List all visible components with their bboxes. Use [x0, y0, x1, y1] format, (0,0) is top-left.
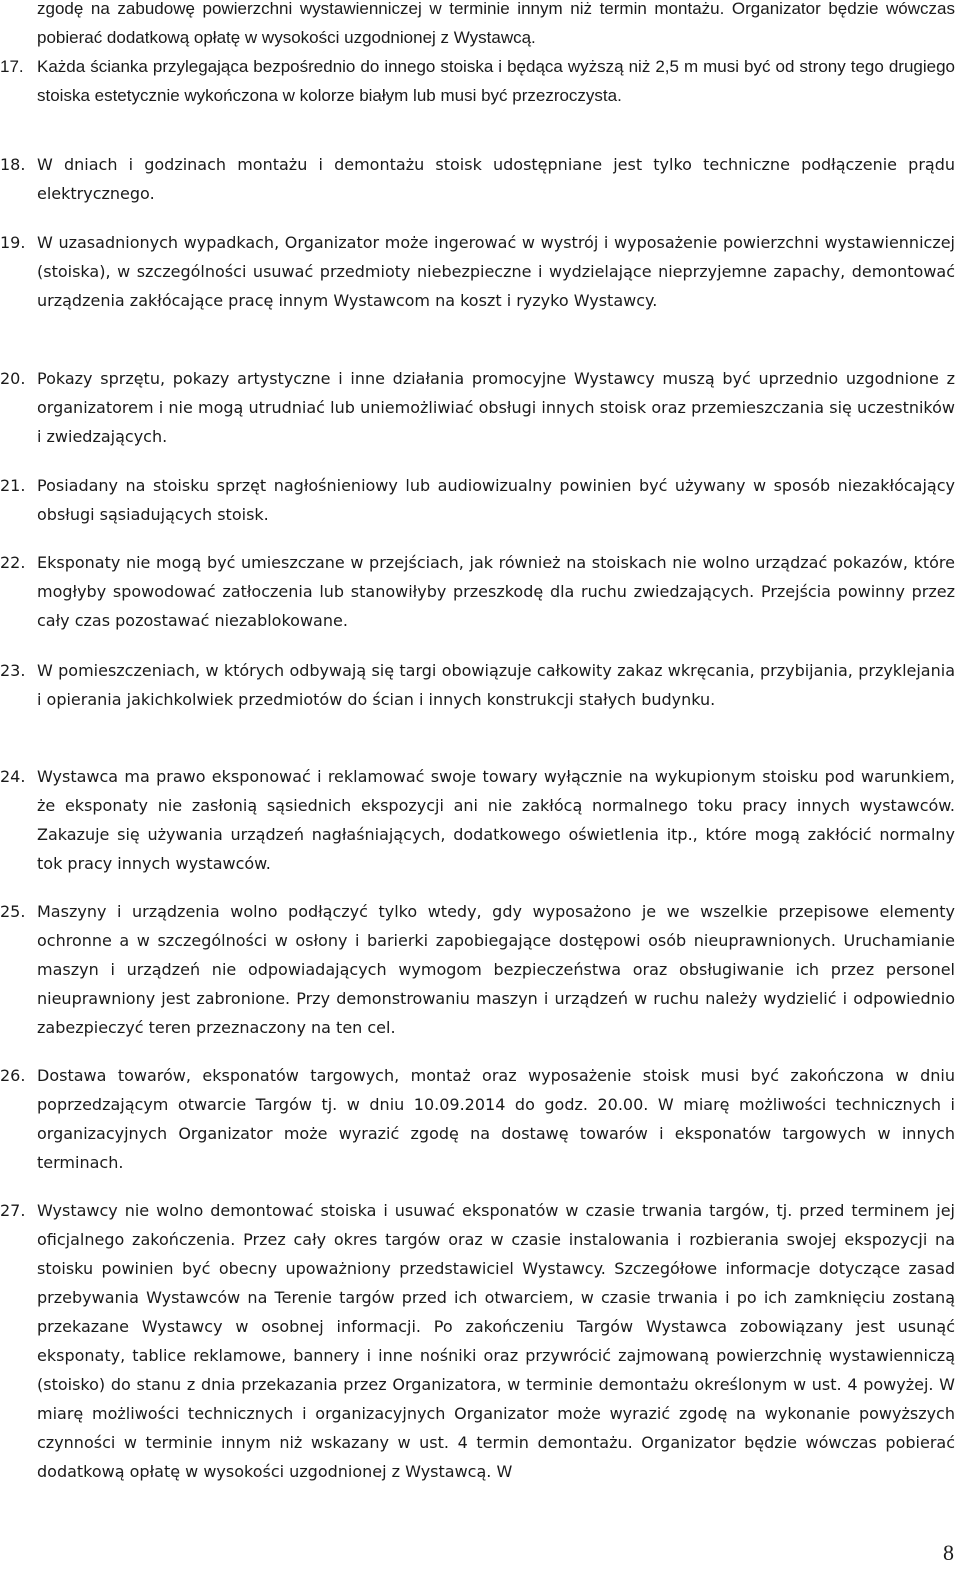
item-number: 26. [0, 1066, 26, 1085]
item-number: 23. [0, 661, 26, 680]
item-number: 25. [0, 902, 26, 921]
list-item [0, 762, 955, 878]
item-text: Posiadany na stoisku sprzęt nagłośnieniowy lub audiowizualny powinien być używany w sposób niezakłócający obsługi sąsiadujących stoisk. [37, 476, 955, 524]
item-text: Każda ścianka przylegająca bezpośrednio do innego stoiska i będąca wyższą niż 2,5 m musi być od strony tego drugiego stoiska estetycznie wykończona w kolorze białym lub musi być przezroczysta. [37, 57, 955, 105]
item-text: Dostawa towarów, eksponatów targowych, montaż oraz wyposażenie stoisk musi być zakończona w dniu poprzedzającym otwarcie Targów tj. w dniu 10.09.2014 do godz. 20.00. W miarę możliwości technicznych i organizacyjnych Organizator może wyrazić zgodę na dostawę towarów i eksponatów targowych w innych terminach. [37, 1066, 955, 1172]
item-text: Pokazy sprzętu, pokazy artystyczne i inne działania promocyjne Wystawcy muszą być uprzednio uzgodnione z organizatorem i nie mogą utrudniać lub uniemożliwiać obsługi innych stoisk oraz przemieszczania się uczestników i zwiedzających. [37, 369, 955, 446]
item-number: 21. [0, 476, 26, 495]
list-item [0, 897, 955, 1042]
intro-paragraph: zgodę na zabudowę powierzchni wystawienniczej w terminie innym niż termin montażu. Organizator będzie wówczas pobierać dodatkową opłatę w wysokości uzgodnionej z Wystawcą. [37, 0, 955, 47]
list-item [0, 471, 955, 529]
list-item [0, 150, 955, 208]
list-item [0, 364, 955, 451]
item-number: 27. [0, 1201, 26, 1220]
item-number: 18. [0, 155, 26, 174]
list-item [0, 656, 955, 714]
item-text: Wystawcy nie wolno demontować stoiska i usuwać eksponatów w czasie trwania targów, tj. przed terminem jej oficjalnego zakończenia. Przez cały okres targów oraz w czasie instalowania i rozbierania swojej ekspozycji na stoisku powinien być obecny upoważniony przedstawiciel Wystawcy. Szczegółowe informacje dotyczące zasad przebywania Wystawców na Terenie targów przed ich otwarciem, w czasie trwania i po ich zamknięciu zostaną przekazane Wystawcy w osobnej informacji. Po zakończeniu Targów Wystawca zobowiązany jest usunąć eksponaty, tablice reklamowe, bannery i inne nośniki oraz przywrócić zajmowaną powierzchnię wystawienniczą (stoisko) do stanu z dnia przekazania przez Organizatora, w terminie demontażu określonym w ust. 4 powyżej. W miarę możliwości technicznych i organizacyjnych Organizator może wyrazić zgodę na wykonanie powyższych czynności w terminie innym niż wskazany w ust. 4 termin demontażu. Organizator będzie wówczas pobierać dodatkową opłatę w wysokości uzgodnionej z Wystawcą. W [37, 1201, 955, 1481]
item-text: W dniach i godzinach montażu i demontażu stoisk udostępniane jest tylko techniczne podłączenie prądu elektrycznego. [37, 155, 955, 203]
list-item [0, 548, 955, 635]
item-text: W pomieszczeniach, w których odbywają się targi obowiązuje całkowity zakaz wkręcania, przybijania, przyklejania i opierania jakichkolwiek przedmiotów do ścian i innych konstrukcji stałych budynku. [37, 661, 955, 709]
item-number: 24. [0, 767, 26, 786]
item-text: Wystawca ma prawo eksponować i reklamować swoje towary wyłącznie na wykupionym stoisku pod warunkiem, że eksponaty nie zasłonią sąsiednich ekspozycji ani nie zakłócą normalnego toku pracy innych wystawców. Zakazuje się używania urządzeń nagłaśniających, dodatkowego oświetlenia itp., które mogą zakłócić normalny tok pracy innych wystawców. [37, 767, 955, 873]
item-number: 19. [0, 233, 26, 252]
item-number: 22. [0, 553, 26, 572]
list-item [0, 52, 955, 110]
item-text: W uzasadnionych wypadkach, Organizator może ingerować w wystrój i wyposażenie powierzchni wystawienniczej (stoiska), w szczególności usuwać przedmioty niebezpieczne i wydzielające nieprzyjemne zapachy, demontować urządzenia zakłócające pracę innym Wystawcom na koszt i ryzyko Wystawcy. [37, 233, 955, 310]
item-number: 20. [0, 369, 26, 388]
item-number: 17. [0, 57, 24, 76]
item-text: Eksponaty nie mogą być umieszczane w przejściach, jak również na stoiskach nie wolno urządzać pokazów, które mogłyby spowodować zatłoczenia lub stanowiłyby przeszkodę dla ruchu zwiedzających. Przejścia powinny przez cały czas pozostawać niezablokowane. [37, 553, 955, 630]
list-item [0, 1196, 955, 1486]
list-item [0, 1061, 955, 1177]
item-text: Maszyny i urządzenia wolno podłączyć tylko wtedy, gdy wyposażono je we wszelkie przepisowe elementy ochronne a w szczególności w osłony i barierki zapobiegające dostępowi osób nieuprawnionych. Uruchamianie maszyn i urządzeń nie odpowiadających wymogom bezpieczeństwa oraz obsługiwanie ich przez personel nieuprawniony jest zabronione. Przy demonstrowaniu maszyn i urządzeń w ruchu należy wydzielić i odpowiednio zabezpieczyć teren przeznaczony na ten cel. [37, 902, 955, 1037]
page-number: 8 [943, 1540, 954, 1565]
list-item [0, 228, 955, 315]
